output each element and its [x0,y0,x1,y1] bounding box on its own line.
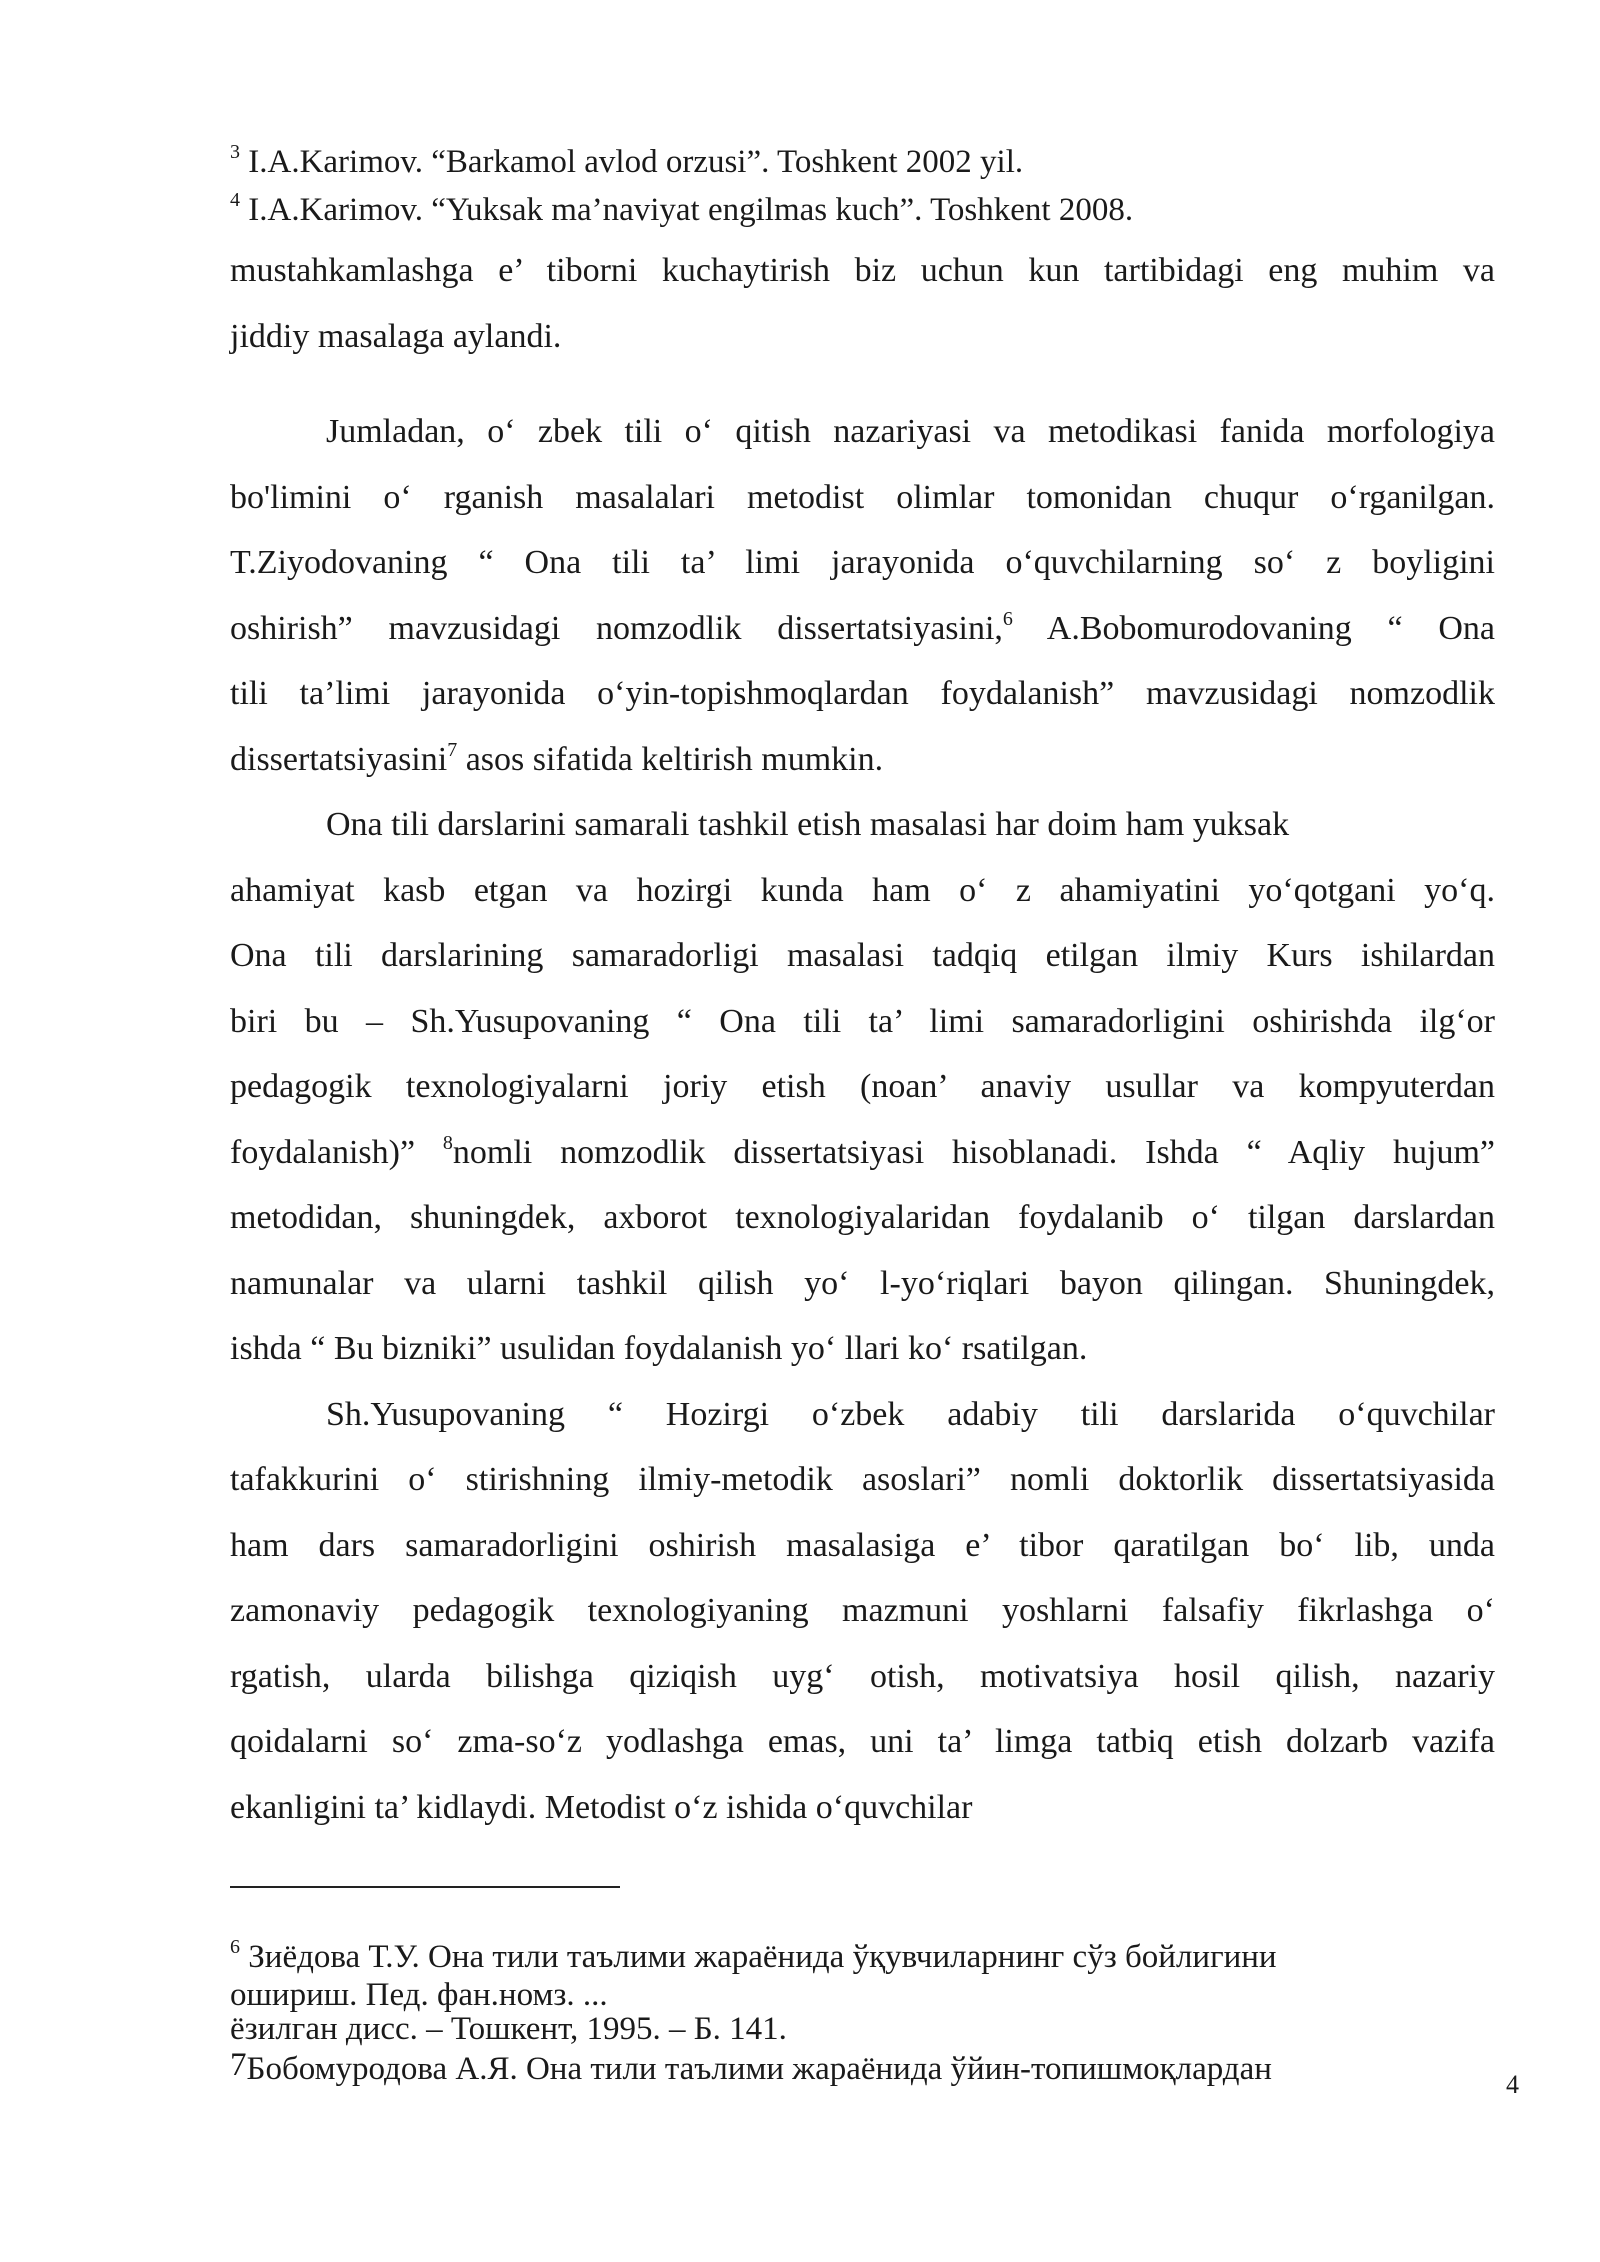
paragraph-4-line-2: tafakkurini o‘ stirishning ilmiy-metodik asoslari” nomli doktorlik dissertatsiyasida [230,1461,1495,1498]
paragraph-4-line-6: qoidalarni so‘ zma-so‘z yodlashga emas, uni ta’ limga tatbiq etish dolzarb vazifa [230,1723,1495,1760]
footnote-ref-6: 6 [1002,607,1013,630]
paragraph-3-line-2: ahamiyat kasb etgan va hozirgi kunda ham o‘ z ahamiyatini yo‘qotgani yo‘q. [230,871,1495,909]
footnote-number: 7 [230,2047,247,2083]
body-text [230,238,1495,1840]
paragraph-3-line-5: pedagogik texnologiyalarni joriy etish (noan’ anaviy usullar va kompyuterdan [230,1068,1495,1105]
footnote-separator [230,1886,620,1888]
page-number: 4 [1506,2070,1519,2099]
paragraph-2-line-2: bo'limini o‘ rganish masalalari metodist olimlar tomonidan chuqur o‘rganilgan. [230,478,1495,516]
paragraph-2-line-6: dissertatsiyasini$^7$ asos sifatida keltirish mumkin. [230,738,884,778]
paragraph-4-line-7: ekanligini ta’ kidlaydi. Metodist o‘z ishida o‘quvchilar [230,1788,973,1826]
paragraph-3-line-6: foydalanish)” $^8$nomli nomzodlik dissertatsiyasi hisoblanadi. Ishda “ Aqliy hujum” [230,1131,1495,1171]
footnote-number: 4 [230,189,240,211]
footnote-text: I.A.Karimov. “Barkamol avlod orzusi”. Toshkent 2002 yil. [248,144,1024,180]
paragraph-1-line-2: jiddiy masalaga aylandi. [230,317,562,355]
paragraph-4-line-3: ham dars samaradorligini oshirish masalasiga e’ tibor qaratilgan bo‘ lib, unda [230,1526,1495,1564]
paragraph-2-line-1: Jumladan, o‘ zbek tili o‘ qitish nazariyasi va metodikasi fanida morfologiya [326,413,1495,450]
paragraph-1-line-1: mustahkamlashga e’ tiborni kuchaytirish biz uchun kun tartibidagi eng muhim va [230,252,1495,289]
paragraph-2-line-5: tili ta’limi jarayonida o‘yin-topishmoqlardan foydalanish” mavzusidagi nomzodlik [230,675,1495,712]
paragraph-4-line-1: Sh.Yusupovaning “ Hozirgi o‘zbek adabiy tili darslarida o‘quvchilar [326,1395,1495,1433]
footnote-ref-7: 7 [447,738,458,761]
paragraph-3-line-7: metodidan, shuningdek, axborot texnologiyalaridan foydalanib o‘ tilgan darslardan [230,1199,1495,1236]
paragraph-3-line-3: Ona tili darslarining samaradorligi masalasi tadqiq etilgan ilmiy Kurs ishilardan [230,937,1495,974]
footnote-6-line-1: $^6$ Зиёдова Т.У. Она тили таълими жараёнида ўқувчиларнинг сўз бойлигини [230,1936,1277,1975]
paragraph-3-line-1: Ona tili darslarini samarali tashkil etish masalasi har doim ham yuksak [326,806,1290,843]
paragraph-3-line-8: namunalar va ularni tashkil qilish yo‘ l-yo‘riqlari bayon qilingan. Shuningdek, [230,1264,1495,1302]
footnote-number: 3 [230,141,240,163]
footnote-text: I.A.Karimov. “Yuksak ma’naviyat engilmas kuch”. Toshkent 2008. [248,192,1134,228]
footnote-7-line-1: $^7$Бобомуродова А.Я. Она тили таълими жараёнида ўйин-топишмоқлардан [230,2047,1272,2087]
footnote-6-line-2: ошириш. Пед. фан.номз. ... [230,1977,608,2013]
paragraph-3-line-4: biri bu – Sh.Yusupovaning “ Ona tili ta’ limi samaradorligini oshirishda ilg‘or [230,1002,1495,1040]
footnote-number: 6 [230,1936,240,1958]
paragraph-2-line-4: oshirish” mavzusidagi nomzodlik dissertatsiyasini,$^6$ A.Bobomurodovaning “ Ona [230,607,1495,647]
paragraph-2-line-3: T.Ziyodovaning “ Ona tili ta’ limi jarayonida o‘quvchilarning so‘ z boyligini [230,544,1495,581]
paragraph-4-line-5: rgatish, ularda bilishga qiziqish uyg‘ otish, motivatsiya hosil qilish, nazariy [230,1657,1495,1695]
paragraph-3-line-9: ishda “ Bu bizniki” usulidan foydalanish yo‘ llari ko‘ rsatilgan. [230,1330,1088,1367]
footnote-3 [230,142,1023,182]
paragraph-4-line-4: zamonaviy pedagogik texnologiyaning mazmuni yoshlarni falsafiy fikrlashga o‘ [230,1592,1495,1629]
footnote-6-line-3: ёзилган дисс. – Тошкент, 1995. – Б. 141. [230,2011,787,2047]
footnote-4 [230,190,1133,230]
footnote-ref-8: 8 [442,1131,453,1154]
